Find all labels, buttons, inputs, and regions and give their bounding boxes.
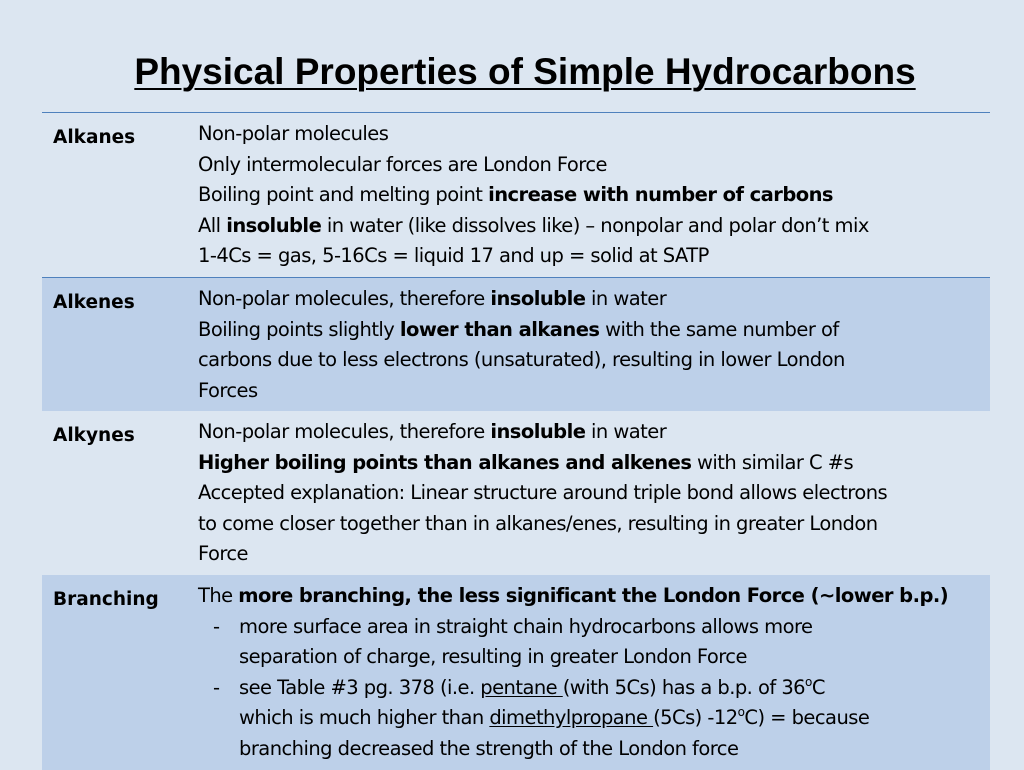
row-header-alkanes: Alkanes: [53, 127, 136, 148]
text-line: The more branching, the less significant the London Force (~lower b.p.): [198, 584, 949, 607]
row-body-alkanes: [187, 113, 990, 277]
text-line: Non-polar molecules, therefore insoluble in water: [198, 420, 667, 443]
row-body-alkynes: [187, 411, 990, 575]
bullet-item: - more surface area in straight chain hydrocarbons allows more: [198, 612, 984, 643]
text-line: Only intermolecular forces are London Force: [198, 152, 607, 176]
text-line: Forces: [198, 378, 258, 402]
text-line: Accepted explanation: Linear structure around triple bond allows electrons: [198, 481, 888, 505]
text-line: Higher boiling points than alkanes and alkenes with similar C #s: [198, 450, 854, 474]
properties-table: [42, 112, 990, 770]
dash-bullet: -: [213, 614, 220, 638]
row-body-branching: [187, 575, 990, 770]
table-row-branching: [42, 575, 990, 770]
text-line: 1-4Cs = gas, 5-16Cs = liquid 17 and up = solid at SATP: [198, 244, 709, 268]
text-line: separation of charge, resulting in greater London Force: [239, 645, 747, 669]
text-line: Boiling points slightly lower than alkanes with the same number of: [198, 317, 839, 341]
table-row-alkenes: [42, 277, 990, 411]
row-header-alkynes: Alkynes: [53, 425, 135, 446]
text-line: All insoluble in water (like dissolves like) – nonpolar and polar don’t mix: [198, 213, 869, 237]
text-line: Boiling point and melting point increase with number of carbons: [198, 183, 833, 207]
text-line: to come closer together than in alkanes/enes, resulting in greater London: [198, 511, 878, 535]
text-line: which is much higher than dimethylpropane (5Cs) $-12^oC$) = because: [239, 705, 870, 730]
text-line: branching decreased the strength of the London force: [239, 736, 739, 760]
row-header-branching: Branching: [53, 589, 159, 610]
table-row-alkanes: [42, 113, 990, 277]
row-header-alkenes: Alkenes: [53, 292, 135, 313]
table-row-alkynes: [42, 411, 990, 575]
text-line: Force: [198, 542, 249, 566]
text-line: carbons due to less electrons (unsaturated), resulting in lower London: [198, 348, 845, 372]
dash-bullet: -: [213, 675, 220, 699]
bullet-item: - see Table #3 pg. 378 (i.e. pentane (with 5Cs) has a b.p. of 36$^o$C: [198, 673, 984, 704]
pentane-underlined: pentane: [480, 675, 563, 699]
row-body-alkenes: [187, 278, 990, 411]
dimethylpropane-underlined: dimethylpropane: [489, 706, 654, 730]
slide-title: Physical Properties of Simple Hydrocarbons: [134, 51, 916, 92]
text-line: Non-polar molecules: [198, 122, 389, 145]
text-line: Non-polar molecules, therefore insoluble in water: [198, 287, 667, 310]
